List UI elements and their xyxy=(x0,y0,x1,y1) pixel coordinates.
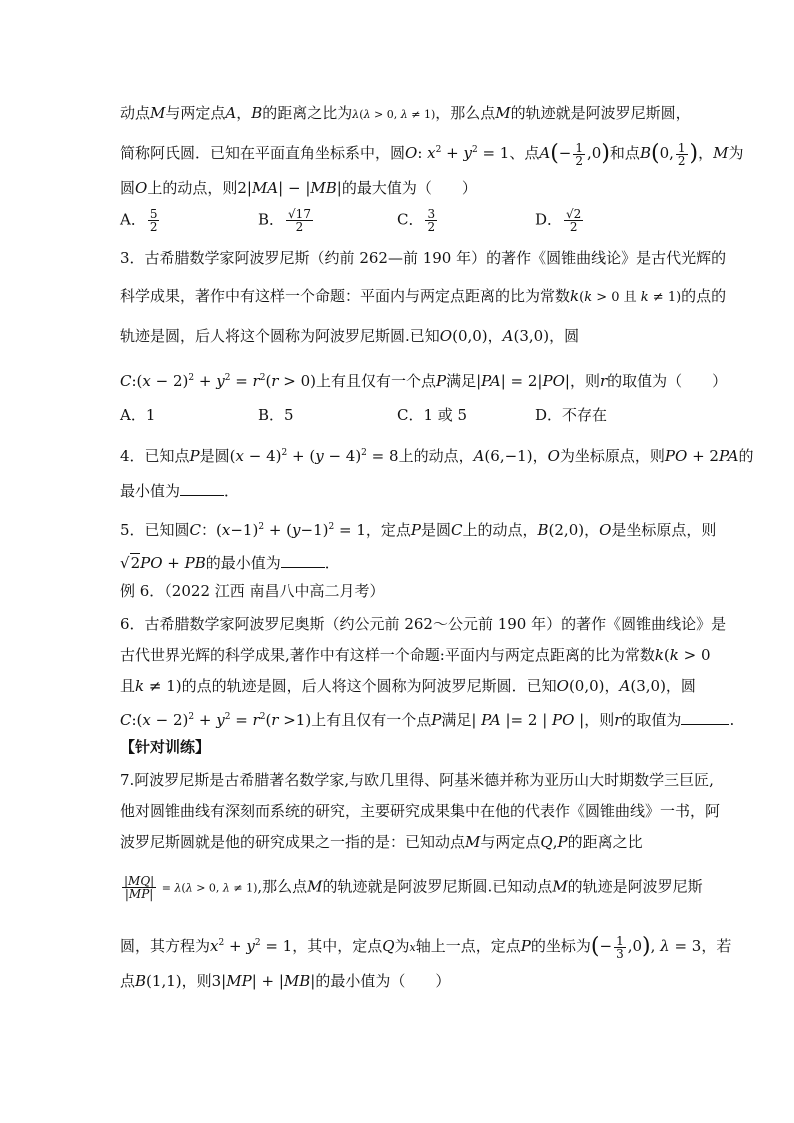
q3-options xyxy=(120,405,700,425)
q6-answer-blank[interactable] xyxy=(681,710,729,725)
training-heading: 【针对训练】 xyxy=(120,738,211,756)
q3-option-d[interactable]: D．不存在 xyxy=(535,406,608,424)
q3-option-c[interactable]: C．1 或 5 xyxy=(397,406,468,424)
q5-line-1: 5．已知圆C：$(x-1)^2 + (y-1)^2 = 1$，定点P是圆C上的动点，B(2,0)，O是坐标原点，则 xyxy=(120,521,717,539)
q6-line-3: 且k ≠ 1)的点的轨迹是圆，后人将这个圆称为阿波罗尼斯圆．已知O(0,0)，A(3,0)，圆 xyxy=(120,677,696,695)
q-prev-option-d[interactable]: D． $\frac{√2}{2}$ xyxy=(535,207,582,234)
q5-line-2: √2PO + PB的最小值为 ． xyxy=(120,554,340,572)
q7-line-1: 7.阿波罗尼斯是古希腊著名数学家,与欧几里得、阿基米德并称为亚历山大时期数学三巨匠, xyxy=(120,771,714,789)
q4-line-1: 4．已知点P是圆$(x - 4)^2 + (y - 4)^2 = 8$上的动点，A(6,−1)，O为坐标原点，则PO + 2PA的 xyxy=(120,447,754,465)
q3-line-2: 科学成果，著作中有这样一个命题：平面内与两定点距离的比为常数k(k > 0 且 k ≠ 1)的点的 xyxy=(120,287,727,305)
q3-line-3: 轨迹是圆，后人将这个圆称为阿波罗尼斯圆.已知O(0,0)，A(3,0)，圆 xyxy=(120,327,580,345)
q6-line-2: 古代世界光辉的科学成果,著作中有这样一个命题:平面内与两定点距离的比为常数k(k > 0 xyxy=(120,646,711,664)
q3-option-a[interactable]: A．1 xyxy=(120,406,156,424)
q-prev-line-2: 简称阿氏圆．已知在平面直角坐标系中，圆O: $x^2 + y^2 = 1$、点A(− $\frac{1}{2}$ ,0)和点B(0, $\frac{1}{2}$ )，M为 xyxy=(120,140,744,168)
q3-line-4: C:(x − $2)^2 + y^2 = r^2(r > 0)$上有且仅有一个点P满足|PA| = 2|PO|，则r的取值为（ ） xyxy=(120,372,728,390)
q7-line-5: 圆，其方程为$x^2 + y^2 = 1$，其中，定点Q为x轴上一点，定点P的坐标为(− $\frac{1}{3}$ ,0), λ = 3，若 xyxy=(120,933,732,961)
q3-line-1: 3．古希腊数学家阿波罗尼斯（约前 262—前 190 年）的著作《圆锥曲线论》是古代光辉的 xyxy=(120,249,727,267)
example-6-heading: 例 6．（2022 江西 南昌八中高二月考） xyxy=(120,582,385,600)
q-prev-option-b[interactable]: B． $\frac{√17}{2}$ xyxy=(258,207,311,234)
q4-answer-blank[interactable] xyxy=(180,481,224,496)
q3-option-b[interactable]: B．5 xyxy=(258,406,294,424)
q-prev-options xyxy=(120,208,700,242)
q7-line-2: 他对圆锥曲线有深刻而系统的研究，主要研究成果集中在他的代表作《圆锥曲线》一书，阿 xyxy=(120,802,721,820)
q-prev-option-a[interactable]: A． $\frac{5}{2}$ xyxy=(120,207,158,234)
q7-line-4: $\frac{|MQ|}{|MP|}$ = λ(λ > 0, λ ≠ 1),那么点M的轨迹就是阿波罗尼斯圆.已知动点M的轨迹是阿波罗尼斯 xyxy=(124,874,703,901)
q7-line-3: 波罗尼斯圆就是他的研究成果之一指的是：已知动点M与两定点Q,P的距离之比 xyxy=(120,833,643,851)
q-prev-option-c[interactable]: C． $\frac{3}{2}$ xyxy=(397,207,436,234)
q6-line-4: C:(x − $2)^2 + y^2 = r^2(r >1)$上有且仅有一个点P满足| PA |= 2 | PO |，则r的取值为 . xyxy=(120,711,735,729)
q6-line-1: 6．古希腊数学家阿波罗尼奥斯（约公元前 262～公元前 190 年）的著作《圆锥曲线论》是 xyxy=(120,615,727,633)
q4-line-2: 最小值为 ． xyxy=(120,482,240,500)
q7-line-6: 点B(1,1)，则3|MP| + |MB|的最小值为（ ） xyxy=(120,972,451,990)
q-prev-line-1: 动点M与两定点A，B的距离之比为λ(λ > 0, λ ≠ 1)，那么点M的轨迹就是阿波罗尼斯圆， xyxy=(120,104,691,122)
q-prev-line-3: 圆O上的动点，则2|MA| − |MB|的最大值为（ ） xyxy=(120,179,477,197)
q5-answer-blank[interactable] xyxy=(281,553,325,568)
